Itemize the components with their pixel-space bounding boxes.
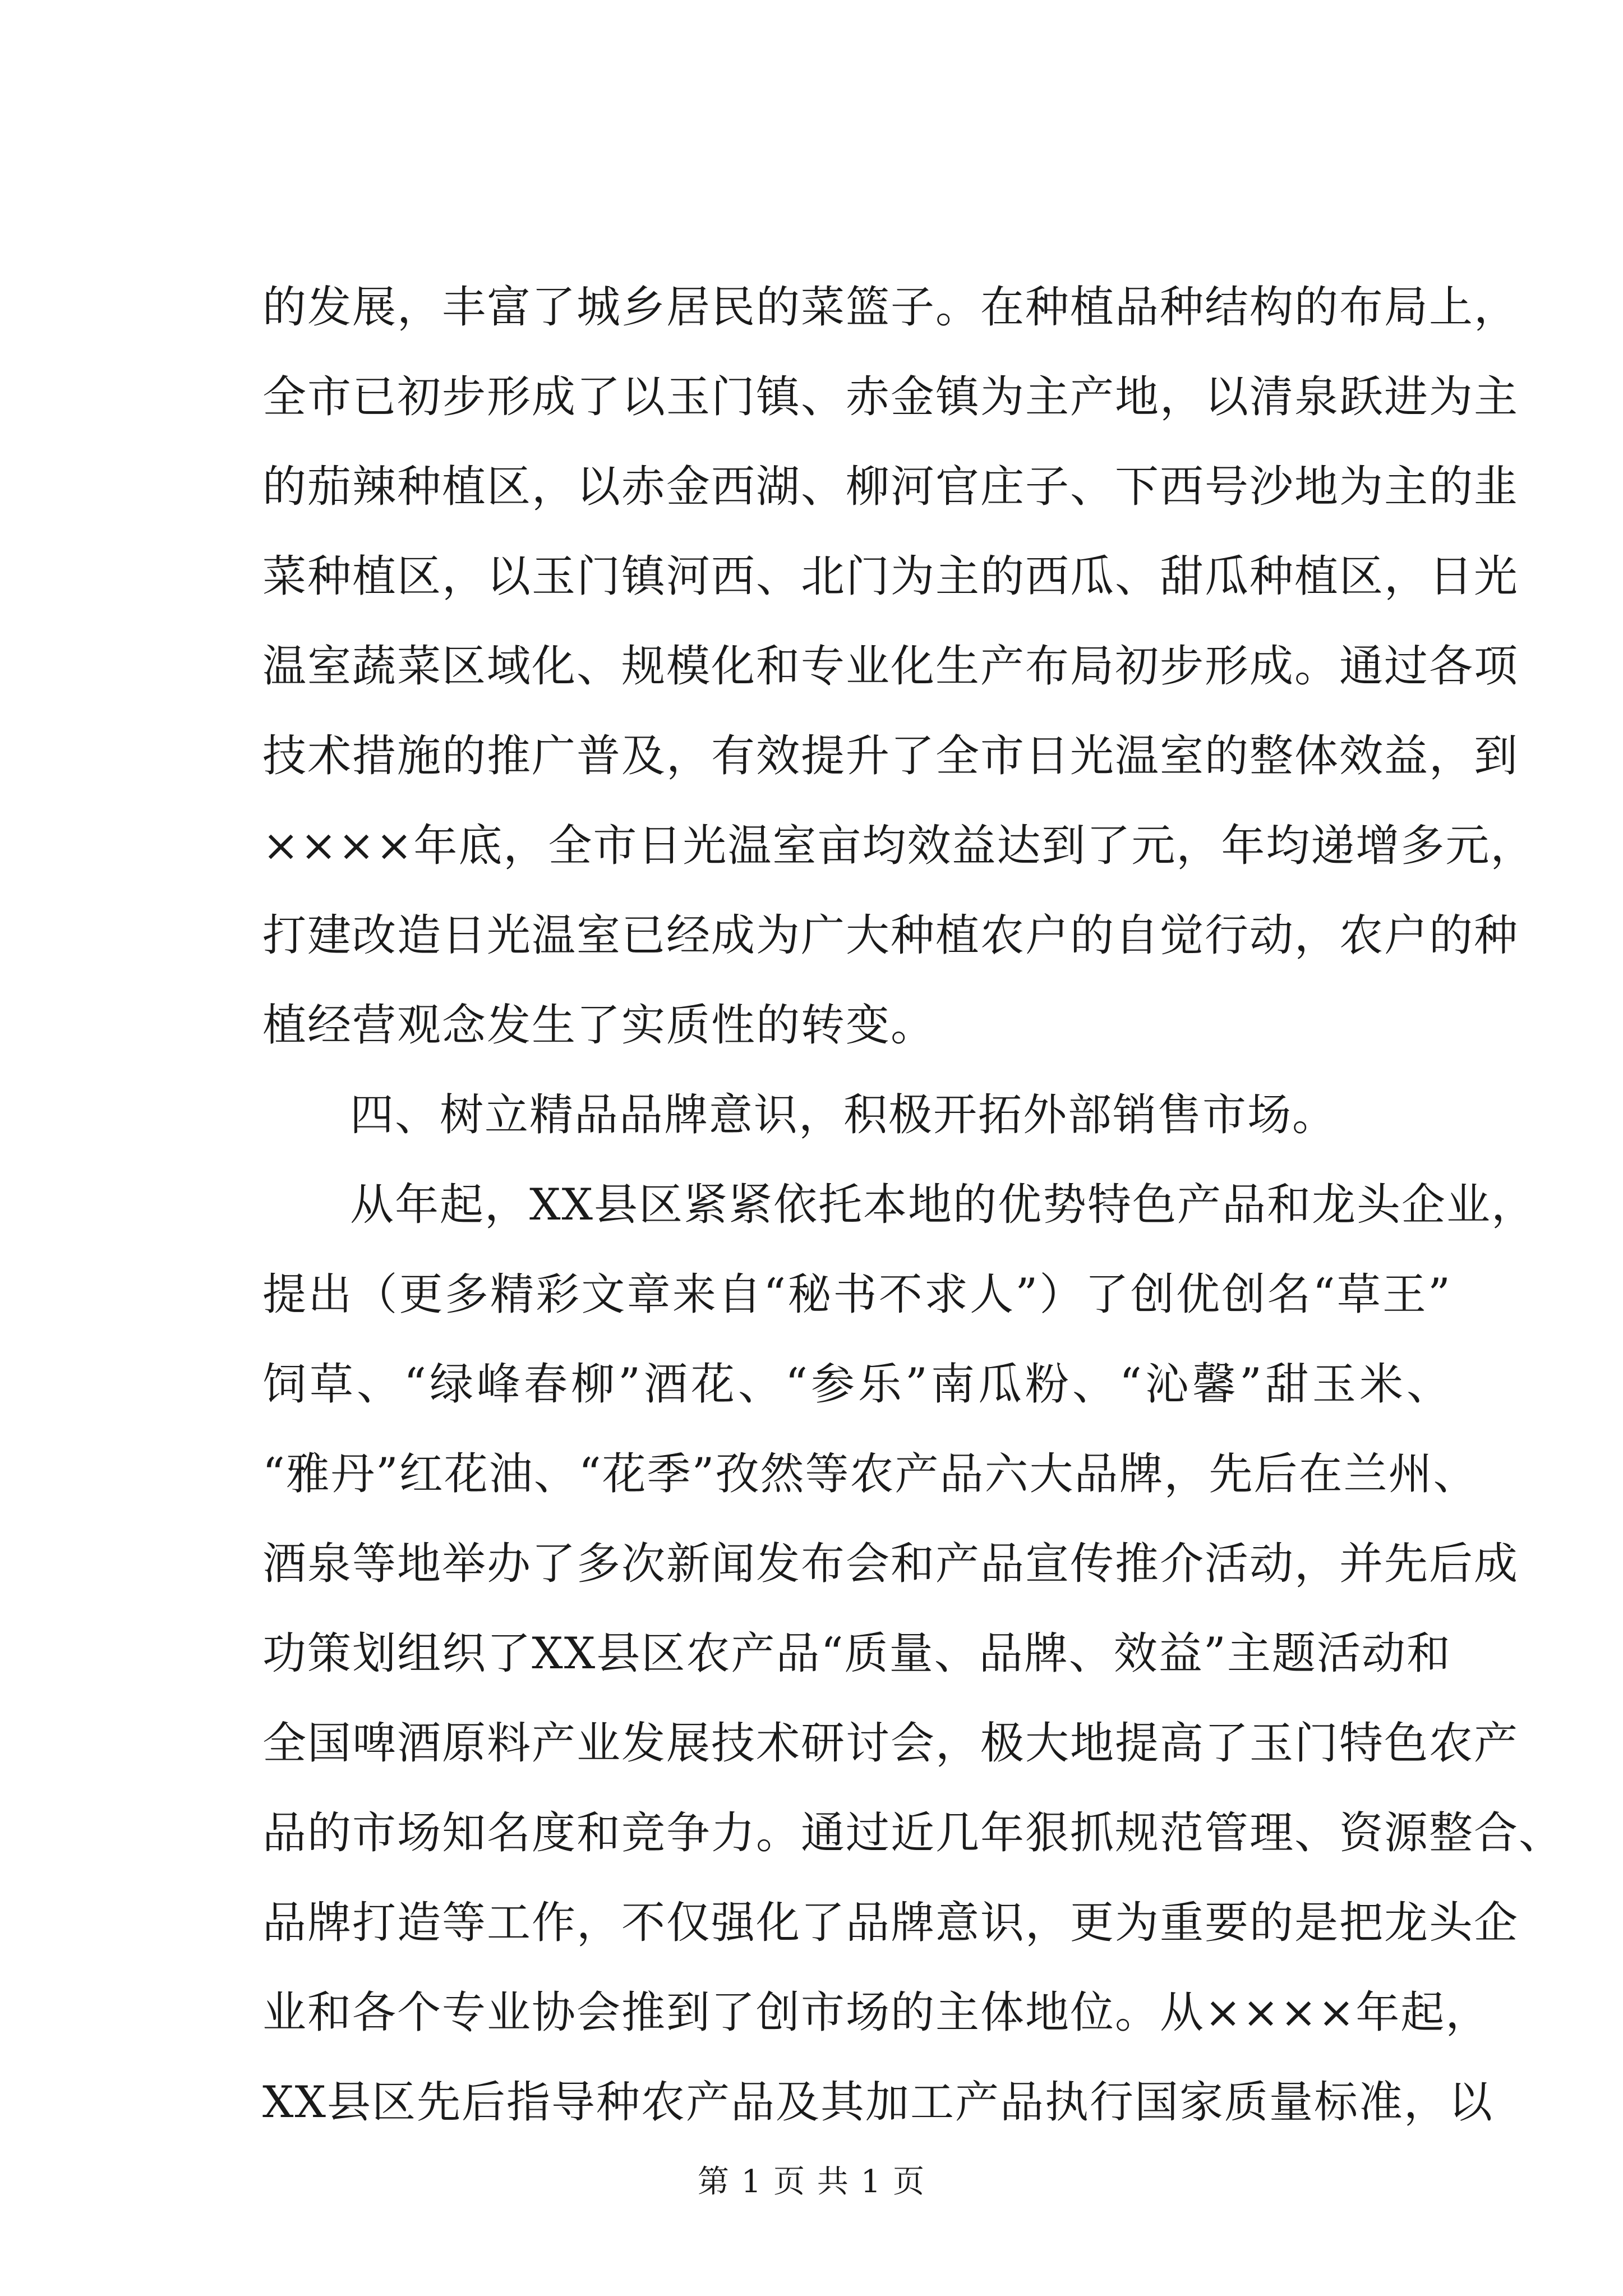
- body-line: ××××年底，全市日光温室亩均效益达到了元，年均递增多元，: [262, 821, 1536, 871]
- body-line: 打建改造日光温室已经成为广大种植农户的自觉行动，农户的种: [262, 910, 1519, 961]
- body-line: XX县区先后指导种农产品及其加工产品执行国家质量标准，以: [262, 2077, 1494, 2128]
- body-line: 品牌打造等工作，不仅强化了品牌意识，更为重要的是把龙头企: [262, 1898, 1519, 1948]
- body-line: 技术措施的推广普及，有效提升了全市日光温室的整体效益，到: [262, 731, 1519, 781]
- page-footer: 第 1 页 共 1 页: [697, 2164, 926, 2200]
- body-line: 全市已初步形成了以玉门镇、赤金镇为主产地，以清泉跃进为主: [262, 372, 1519, 422]
- body-line: 的茄辣种植区，以赤金西湖、柳河官庄子、下西号沙地为主的韭: [262, 462, 1519, 512]
- body-line: 从年起，XX县区紧紧依托本地的优势特色产品和龙头企业，: [350, 1180, 1537, 1230]
- body-line: “雅丹”红花油、“花季”孜然等农产品六大品牌，先后在兰州、: [262, 1449, 1478, 1499]
- body-line: 全国啤酒原料产业发展技术研讨会，极大地提高了玉门特色农产: [262, 1718, 1519, 1769]
- body-line: 菜种植区，以玉门镇河西、北门为主的西瓜、甜瓜种植区，日光: [262, 551, 1519, 602]
- body-line: 提出（更多精彩文章来自“秘书不求人”）了创优创名“草王”: [262, 1269, 1451, 1320]
- body-line: 植经营观念发生了实质性的转变。: [262, 1000, 936, 1051]
- body-line: 酒泉等地举办了多次新闻发布会和产品宣传推介活动，并先后成: [262, 1539, 1519, 1589]
- body-line: 的发展，丰富了城乡居民的菜篮子。在种植品种结构的布局上，: [262, 282, 1519, 333]
- body-line: 饲草、“绿峰春柳”酒花、“参乐”南瓜粉、“沁馨”甜玉米、: [262, 1359, 1451, 1410]
- section-heading: 四、树立精品品牌意识，积极开拓外部销售市场。: [350, 1090, 1338, 1140]
- body-line: 功策划组织了XX县区农产品“质量、品牌、效益”主题活动和: [262, 1628, 1451, 1679]
- body-line: 业和各个专业协会推到了创市场的主体地位。从××××年起，: [262, 1987, 1491, 2038]
- body-line: 温室蔬菜区域化、规模化和专业化生产布局初步形成。通过各项: [262, 641, 1519, 692]
- body-line: 品的市场知名度和竞争力。通过近几年狠抓规范管理、资源整合、: [262, 1808, 1564, 1858]
